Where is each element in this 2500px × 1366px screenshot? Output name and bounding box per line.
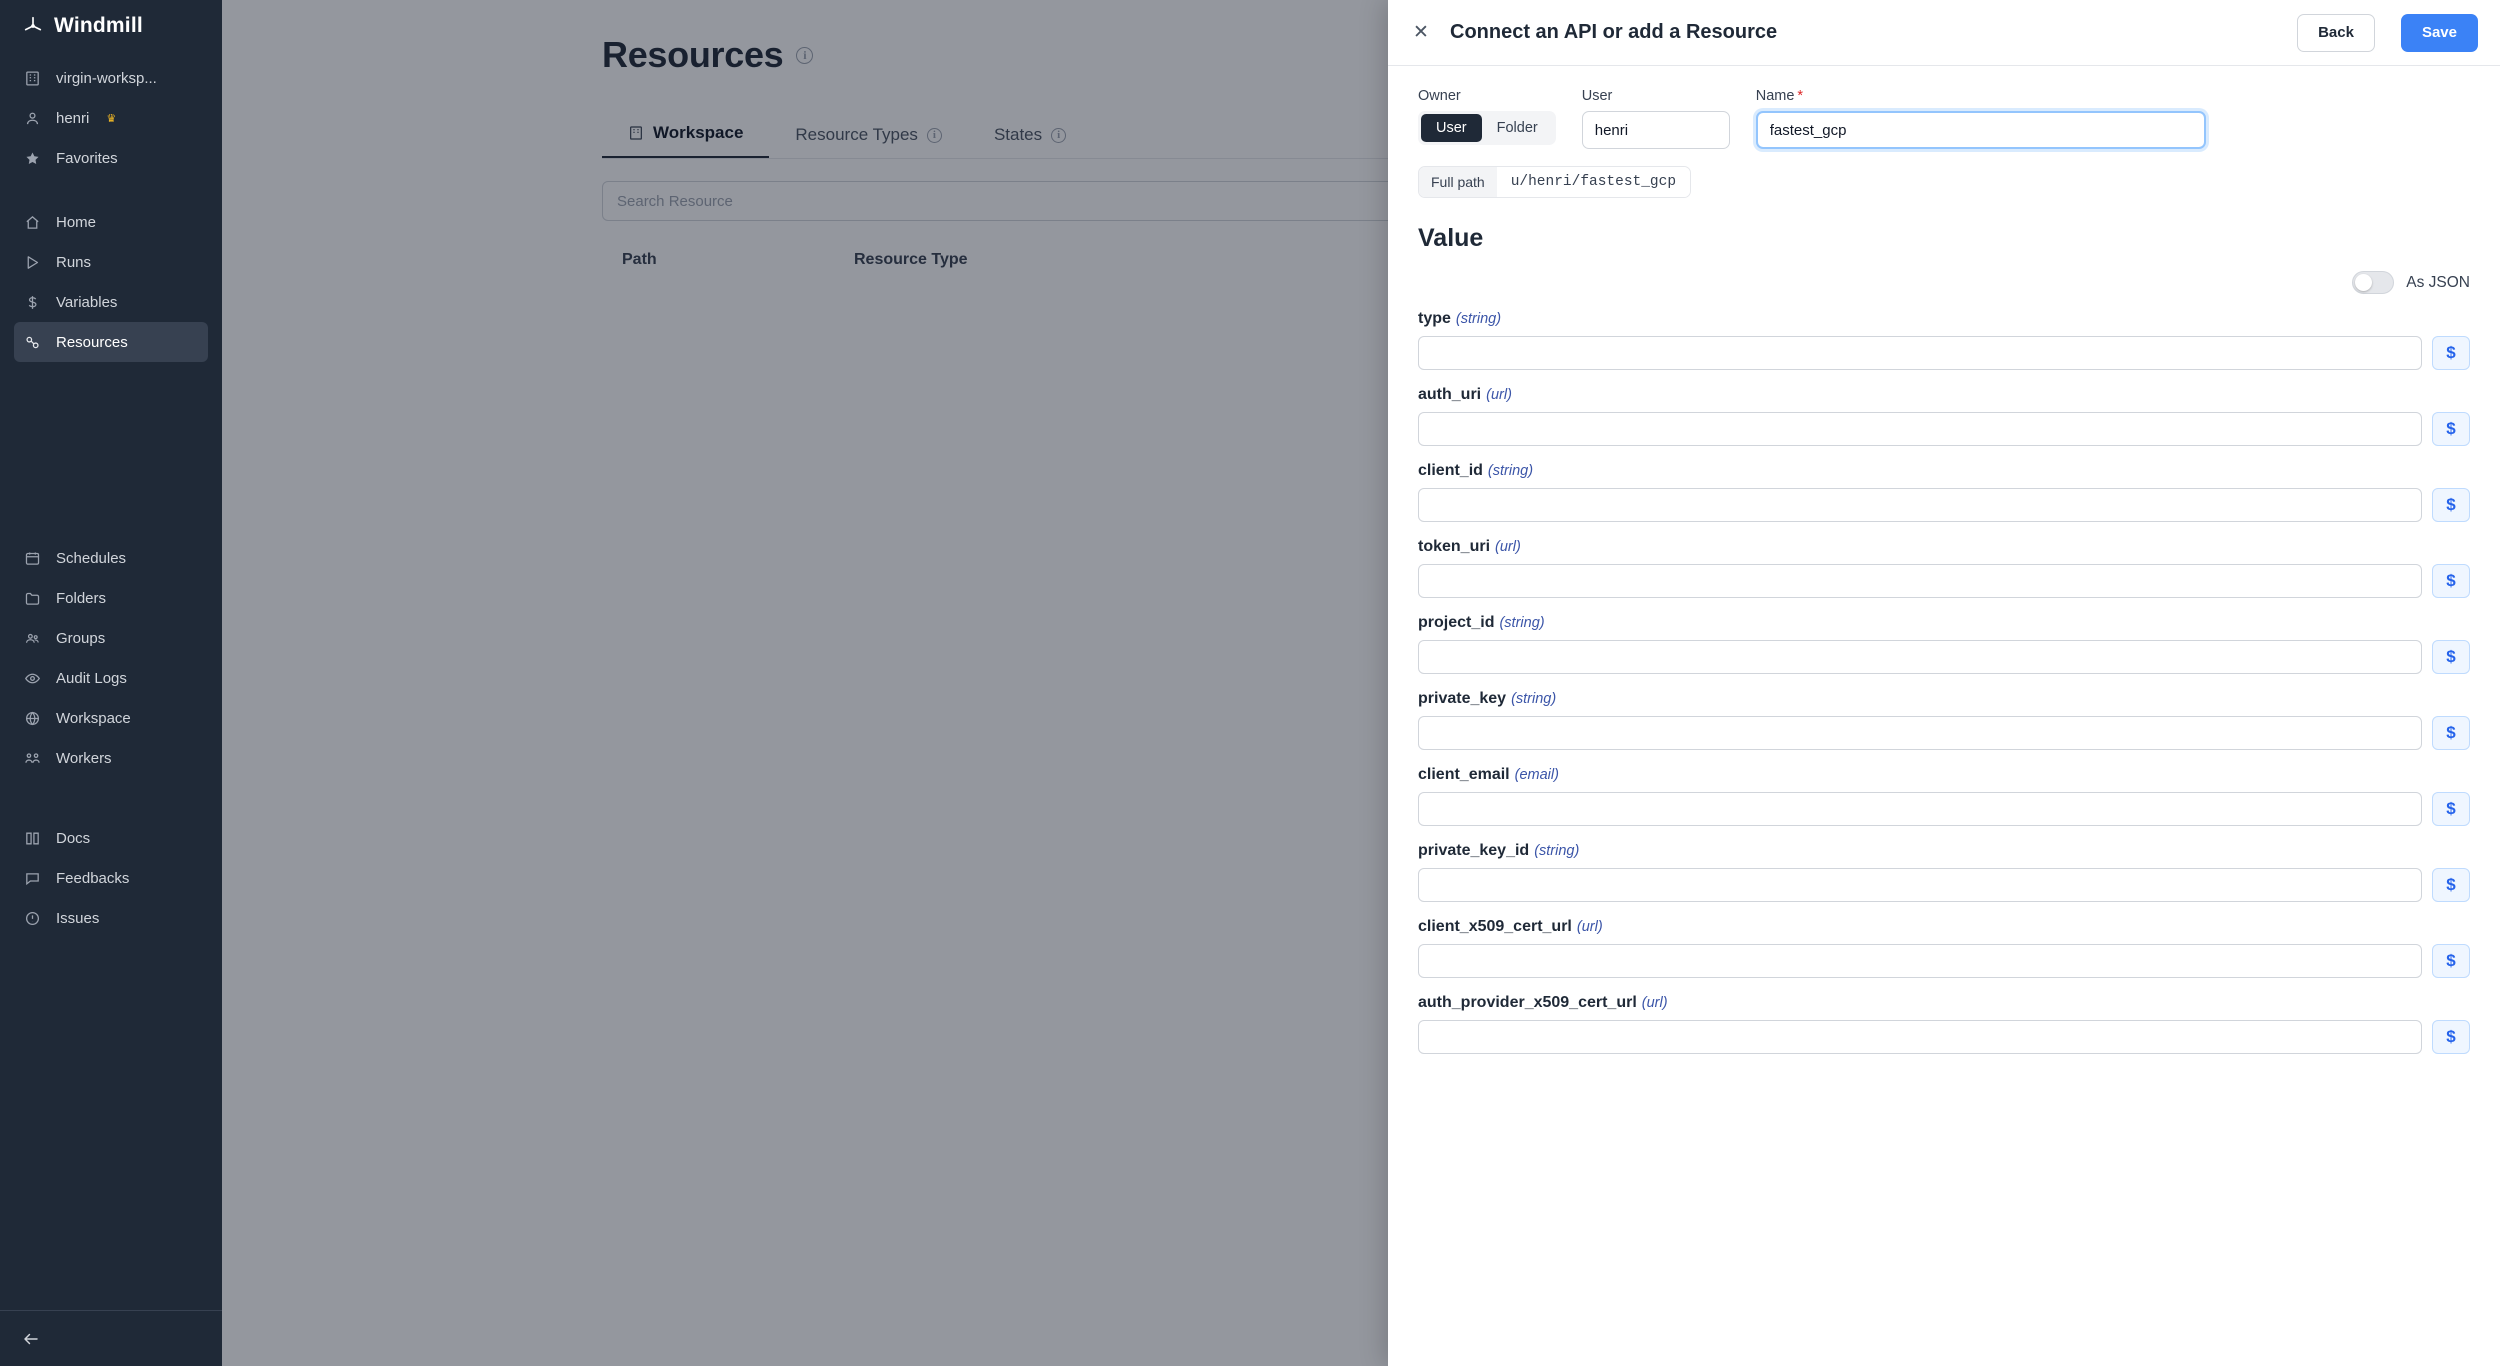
name-input[interactable] <box>1756 111 2206 149</box>
sidebar-workspace-label: virgin-worksp... <box>56 69 157 87</box>
property-input[interactable] <box>1418 412 2422 446</box>
sidebar-item-workspace[interactable] <box>0 698 222 738</box>
owner-field <box>1418 88 1556 145</box>
sidebar-context <box>0 52 222 178</box>
play-icon <box>22 252 42 272</box>
property-label: token_uri (url) <box>1418 538 1521 555</box>
property-label: client_id (string) <box>1418 462 1534 479</box>
owner-option-user[interactable]: User <box>1421 114 1482 142</box>
sidebar-item-audit-logs[interactable] <box>0 658 222 698</box>
sidebar-collapse-button[interactable] <box>0 1310 222 1366</box>
full-path <box>1418 166 1691 198</box>
property-row <box>1418 766 2470 826</box>
property-input[interactable] <box>1418 564 2422 598</box>
property-label: private_key_id (string) <box>1418 842 1580 859</box>
variable-picker-button[interactable]: $ <box>2432 336 2470 370</box>
property-type: (string) <box>1487 463 1534 479</box>
required-marker: * <box>1797 88 1804 104</box>
brand[interactable] <box>0 0 222 52</box>
property-row <box>1418 386 2470 446</box>
sidebar-nav-tertiary <box>0 812 222 938</box>
crown-icon: ♛ <box>106 112 117 125</box>
sidebar-nav-primary <box>0 196 222 362</box>
sidebar-item-label: Workspace <box>56 709 131 727</box>
workers-icon <box>22 748 42 768</box>
sidebar-item-docs[interactable] <box>0 818 222 858</box>
property-input[interactable] <box>1418 488 2422 522</box>
sidebar-item-label: Feedbacks <box>56 869 130 887</box>
sidebar-item-label: Workers <box>56 749 112 767</box>
sidebar-item-folders[interactable] <box>0 578 222 618</box>
name-label: Name * <box>1755 88 1804 104</box>
property-label: client_x509_cert_url (url) <box>1418 918 1603 935</box>
calendar-icon <box>22 548 42 568</box>
sidebar <box>0 0 222 1366</box>
back-button[interactable]: Back <box>2297 14 2375 52</box>
sidebar-item-workers[interactable] <box>0 738 222 778</box>
variable-picker-button[interactable]: $ <box>2432 868 2470 902</box>
resource-drawer <box>1388 0 2500 1366</box>
sidebar-item-groups[interactable] <box>0 618 222 658</box>
sidebar-item-user[interactable] <box>0 98 222 138</box>
user-label: User <box>1581 88 1613 104</box>
sidebar-nav-secondary <box>0 532 222 778</box>
column-header-resource-type: Resource Type <box>854 251 968 268</box>
sidebar-item-label: Schedules <box>56 549 127 567</box>
property-row <box>1418 842 2470 902</box>
book-icon <box>22 828 42 848</box>
link-icon <box>22 332 42 352</box>
building-icon <box>22 68 42 88</box>
sidebar-item-label: Groups <box>56 629 106 647</box>
property-input[interactable] <box>1418 944 2422 978</box>
property-type: (url) <box>1486 387 1512 403</box>
property-type: (string) <box>1534 843 1580 859</box>
variable-picker-button[interactable]: $ <box>2432 488 2470 522</box>
user-icon <box>22 108 42 128</box>
dollar-icon <box>22 292 42 312</box>
as-json-toggle[interactable] <box>2352 271 2394 294</box>
property-input[interactable] <box>1418 716 2422 750</box>
sidebar-item-label: Audit Logs <box>56 669 127 687</box>
drawer-title: Connect an API or add a Resource <box>1450 21 1778 43</box>
as-json-row <box>1418 271 2470 294</box>
property-input[interactable] <box>1418 336 2422 370</box>
property-input[interactable] <box>1418 1020 2422 1054</box>
column-header-path: Path <box>622 251 657 268</box>
owner-segmented-control <box>1418 111 1556 145</box>
variable-picker-button[interactable]: $ <box>2432 944 2470 978</box>
sidebar-item-label: Variables <box>56 293 118 311</box>
property-label: auth_uri (url) <box>1418 386 1512 403</box>
sidebar-item-label: Folders <box>56 589 107 607</box>
property-type: (string) <box>1455 311 1502 327</box>
sidebar-item-schedules[interactable] <box>0 538 222 578</box>
as-json-label: As JSON <box>2406 273 2470 291</box>
value-heading: Value <box>1418 224 1484 252</box>
save-button[interactable]: Save <box>2401 14 2478 52</box>
property-row <box>1418 918 2470 978</box>
page-title: Resources <box>602 34 784 75</box>
close-icon[interactable]: ✕ <box>1406 18 1436 48</box>
property-row <box>1418 462 2470 522</box>
variable-picker-button[interactable]: $ <box>2432 412 2470 446</box>
sidebar-item-home[interactable] <box>0 202 222 242</box>
name-field <box>1756 88 2206 149</box>
star-icon <box>22 148 42 168</box>
sidebar-item-label: Resources <box>56 333 128 351</box>
arrow-left-icon <box>22 1330 40 1348</box>
brand-name: Windmill <box>54 14 143 37</box>
sidebar-item-workspace-selector[interactable] <box>0 58 222 98</box>
owner-label: Owner <box>1418 88 1461 104</box>
tab-label: Workspace <box>653 123 744 142</box>
property-type: (email) <box>1514 767 1559 783</box>
eye-icon <box>22 668 42 688</box>
sidebar-item-runs[interactable] <box>0 242 222 282</box>
sidebar-item-variables[interactable] <box>0 282 222 322</box>
property-input[interactable] <box>1418 640 2422 674</box>
property-input[interactable] <box>1418 792 2422 826</box>
sidebar-item-issues[interactable] <box>0 898 222 938</box>
property-label: client_email (email) <box>1418 766 1559 783</box>
variable-picker-button[interactable]: $ <box>2432 640 2470 674</box>
property-row <box>1418 690 2470 750</box>
chat-icon <box>22 868 42 888</box>
workspace-icon <box>22 708 42 728</box>
property-row <box>1418 614 2470 674</box>
tab-label: Resource Types <box>795 125 918 144</box>
property-type: (url) <box>1576 919 1603 935</box>
full-path-label: Full path <box>1419 167 1497 197</box>
tab-label: States <box>993 125 1043 144</box>
variable-picker-button[interactable]: $ <box>2432 716 2470 750</box>
owner-option-folder[interactable]: Folder <box>1482 114 1553 142</box>
sidebar-item-favorites[interactable] <box>0 138 222 178</box>
sidebar-favorites-label: Favorites <box>56 149 118 167</box>
property-row <box>1418 538 2470 598</box>
property-row <box>1418 994 2470 1054</box>
home-icon <box>22 212 42 232</box>
sidebar-user-label: henri <box>56 109 90 127</box>
info-icon[interactable]: i <box>1051 128 1066 143</box>
property-input[interactable] <box>1418 868 2422 902</box>
property-type: (string) <box>1499 615 1545 631</box>
property-row <box>1418 310 2470 370</box>
issues-icon <box>22 908 42 928</box>
sidebar-item-label: Docs <box>56 829 91 847</box>
variable-picker-button[interactable]: $ <box>2432 564 2470 598</box>
drawer-body <box>1388 66 2500 1366</box>
main-content <box>222 0 2500 1366</box>
user-field <box>1582 88 1730 149</box>
variable-picker-button[interactable]: $ <box>2432 1020 2470 1054</box>
groups-icon <box>22 628 42 648</box>
full-path-value: u/henri/fastest_gcp <box>1497 167 1690 197</box>
resource-meta-row <box>1418 88 2470 149</box>
info-icon[interactable]: i <box>927 128 942 143</box>
property-label: auth_provider_x509_cert_url (url) <box>1418 994 1668 1011</box>
info-icon[interactable]: i <box>796 47 813 64</box>
variable-picker-button[interactable]: $ <box>2432 792 2470 826</box>
sidebar-item-label: Home <box>56 213 97 231</box>
folder-icon <box>22 588 42 608</box>
property-type: (url) <box>1495 539 1521 555</box>
drawer-header <box>1388 0 2500 66</box>
property-label: private_key (string) <box>1418 690 1557 707</box>
property-type: (url) <box>1641 995 1668 1011</box>
sidebar-item-resources[interactable] <box>14 322 208 362</box>
sidebar-item-label: Runs <box>56 253 92 271</box>
property-type: (string) <box>1511 691 1557 707</box>
user-input[interactable] <box>1582 111 1730 149</box>
sidebar-item-label: Issues <box>56 909 100 927</box>
sidebar-item-feedbacks[interactable] <box>0 858 222 898</box>
property-label: project_id (string) <box>1418 614 1545 631</box>
property-label: type (string) <box>1418 310 1502 327</box>
windmill-logo-icon <box>22 15 44 37</box>
